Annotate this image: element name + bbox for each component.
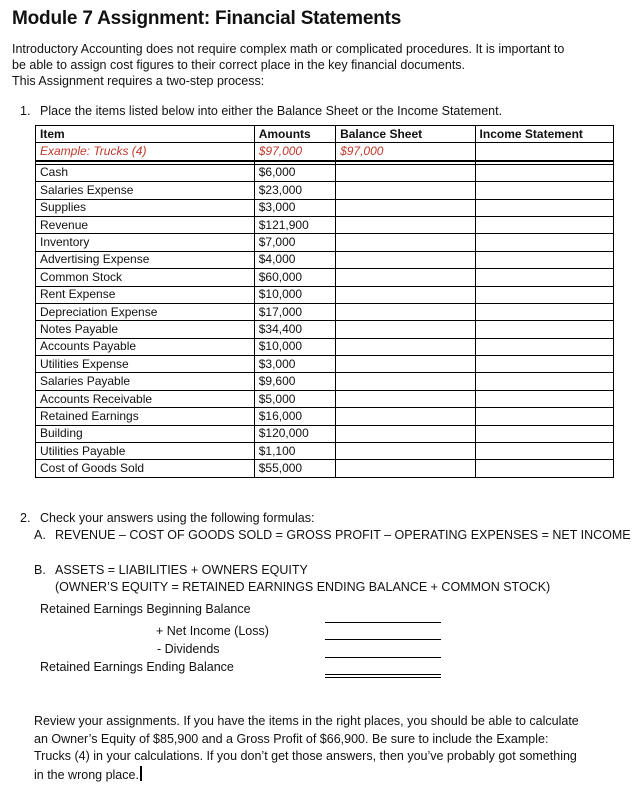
items-table [35,125,614,478]
amount-cell: $3,000 [254,356,335,373]
balance-sheet-cell[interactable] [336,286,475,303]
retained-earnings-dividends: - Dividends [157,642,220,656]
item-cell: Supplies [36,199,255,216]
example-item: Example: Trucks (4) [36,143,255,161]
blank-line[interactable] [325,622,441,623]
income-statement-cell[interactable] [475,251,613,268]
item-cell: Utilities Payable [36,443,255,460]
income-statement-cell[interactable] [475,425,613,442]
income-statement-cell[interactable] [475,390,613,407]
blank-line[interactable] [325,674,441,675]
item-cell: Salaries Payable [36,373,255,390]
balance-sheet-cell[interactable] [336,303,475,320]
item-cell: Building [36,425,255,442]
retained-earnings-net-income: + Net Income (Loss) [156,624,269,638]
balance-sheet-cell[interactable] [336,199,475,216]
header-income-statement: Income Statement [475,126,613,143]
item-cell: Retained Earnings [36,408,255,425]
step-1-number: 1. [20,104,31,118]
income-statement-cell[interactable] [475,216,613,233]
intro-line: Introductory Accounting does not require complex math or complicated procedures. It is important to [12,42,565,56]
intro-line: be able to assign cost figures to their correct place in the key financial documents. [12,58,466,72]
balance-sheet-cell[interactable] [336,443,475,460]
retained-earnings-ending: Retained Earnings Ending Balance [40,660,234,674]
amount-cell: $55,000 [254,460,335,477]
intro-line: This Assignment requires a two-step process: [12,74,265,88]
step-1-instruction [20,104,502,118]
retained-earnings-beginning: Retained Earnings Beginning Balance [40,602,251,616]
table-row [36,303,614,320]
item-cell: Depreciation Expense [36,303,255,320]
amount-cell: $10,000 [254,286,335,303]
amount-cell: $60,000 [254,269,335,286]
table-row [36,182,614,199]
item-cell: Common Stock [36,269,255,286]
balance-sheet-cell[interactable] [336,373,475,390]
step-2-text: Check your answers using the following formulas: [40,511,315,525]
income-statement-cell[interactable] [475,460,613,477]
table-row [36,443,614,460]
income-statement-cell[interactable] [475,286,613,303]
balance-sheet-cell[interactable] [336,408,475,425]
income-statement-cell[interactable] [475,199,613,216]
example-amount: $97,000 [254,143,335,161]
table-row [36,286,614,303]
table-row [36,390,614,407]
step-1-text: Place the items listed below into either the Balance Sheet or the Income Statement. [40,104,503,118]
amount-cell: $16,000 [254,408,335,425]
item-cell: Accounts Receivable [36,390,255,407]
amount-cell: $3,000 [254,199,335,216]
income-statement-cell[interactable] [475,303,613,320]
amount-cell: $121,900 [254,216,335,233]
table-row [36,321,614,338]
blank-line[interactable] [325,657,441,658]
formula-a-label: A. [34,528,46,542]
step-2-instruction [20,511,314,525]
page-title: Module 7 Assignment: Financial Statements [12,8,402,29]
income-statement-cell[interactable] [475,182,613,199]
header-amounts: Amounts [254,126,335,143]
table-row [36,373,614,390]
table-row [36,356,614,373]
amount-cell: $9,600 [254,373,335,390]
item-cell: Advertising Expense [36,251,255,268]
formula-a [34,528,631,542]
balance-sheet-cell[interactable] [336,390,475,407]
balance-sheet-cell[interactable] [336,216,475,233]
text-cursor-icon [140,766,142,781]
review-line: Review your assignments. If you have the items in the right places, you should be able to calculate [34,714,579,728]
formula-b-detail: (OWNER’S EQUITY = RETAINED EARNINGS ENDING BALANCE + COMMON STOCK) [55,580,551,594]
table-row [36,269,614,286]
amount-cell: $120,000 [254,425,335,442]
item-cell: Revenue [36,216,255,233]
balance-sheet-cell[interactable] [336,269,475,286]
amount-cell: $17,000 [254,303,335,320]
example-income-statement[interactable] [475,143,613,161]
amount-cell: $4,000 [254,251,335,268]
blank-line[interactable] [325,639,441,640]
balance-sheet-cell[interactable] [336,251,475,268]
double-underline [325,677,441,678]
item-cell: Accounts Payable [36,338,255,355]
review-line: Trucks (4) in your calculations. If you don’t get those answers, then you’ve probably got something [34,749,577,763]
balance-sheet-cell[interactable] [336,321,475,338]
amount-cell: $6,000 [254,164,335,181]
balance-sheet-cell[interactable] [336,356,475,373]
formula-b-text: ASSETS = LIABILITIES + OWNERS EQUITY [55,563,308,577]
table-row [36,216,614,233]
income-statement-cell[interactable] [475,356,613,373]
table-row [36,460,614,477]
formula-b [34,563,308,577]
table-row [36,251,614,268]
review-line: in the wrong place. [34,767,139,782]
item-cell: Cost of Goods Sold [36,460,255,477]
header-balance-sheet: Balance Sheet [336,126,475,143]
income-statement-cell[interactable] [475,443,613,460]
header-item: Item [36,126,255,143]
example-balance-sheet[interactable]: $97,000 [336,143,475,161]
balance-sheet-cell[interactable] [336,164,475,181]
income-statement-cell[interactable] [475,338,613,355]
income-statement-cell[interactable] [475,321,613,338]
item-cell: Salaries Expense [36,182,255,199]
balance-sheet-cell[interactable] [336,425,475,442]
amount-cell: $7,000 [254,234,335,251]
income-statement-cell[interactable] [475,234,613,251]
item-cell: Inventory [36,234,255,251]
review-line: an Owner’s Equity of $85,900 and a Gross Profit of $66,900. Be sure to include the Example: [34,731,549,746]
income-statement-cell[interactable] [475,408,613,425]
intro-paragraph [12,41,624,89]
amount-cell: $34,400 [254,321,335,338]
balance-sheet-cell[interactable] [336,234,475,251]
amount-cell: $1,100 [254,443,335,460]
amount-cell: $5,000 [254,390,335,407]
table-row [36,164,614,181]
table-row [36,425,614,442]
item-cell: Notes Payable [36,321,255,338]
review-line-last [34,766,624,785]
step-2-number: 2. [20,511,31,525]
table-row [36,338,614,355]
item-cell: Utilities Expense [36,356,255,373]
table-row [36,199,614,216]
formula-b-label: B. [34,563,46,577]
review-paragraph [34,713,624,784]
amount-cell: $10,000 [254,338,335,355]
example-row [36,143,614,161]
income-statement-cell[interactable] [475,164,613,181]
income-statement-cell[interactable] [475,373,613,390]
table-header-row [36,126,614,143]
balance-sheet-cell[interactable] [336,338,475,355]
item-cell: Rent Expense [36,286,255,303]
formula-a-text: REVENUE – COST OF GOODS SOLD = GROSS PROFIT – OPERATING EXPENSES = NET INCOME [55,528,631,542]
table-row [36,234,614,251]
table-row [36,408,614,425]
balance-sheet-cell[interactable] [336,460,475,477]
item-cell: Cash [36,164,255,181]
balance-sheet-cell[interactable] [336,182,475,199]
amount-cell: $23,000 [254,182,335,199]
income-statement-cell[interactable] [475,269,613,286]
